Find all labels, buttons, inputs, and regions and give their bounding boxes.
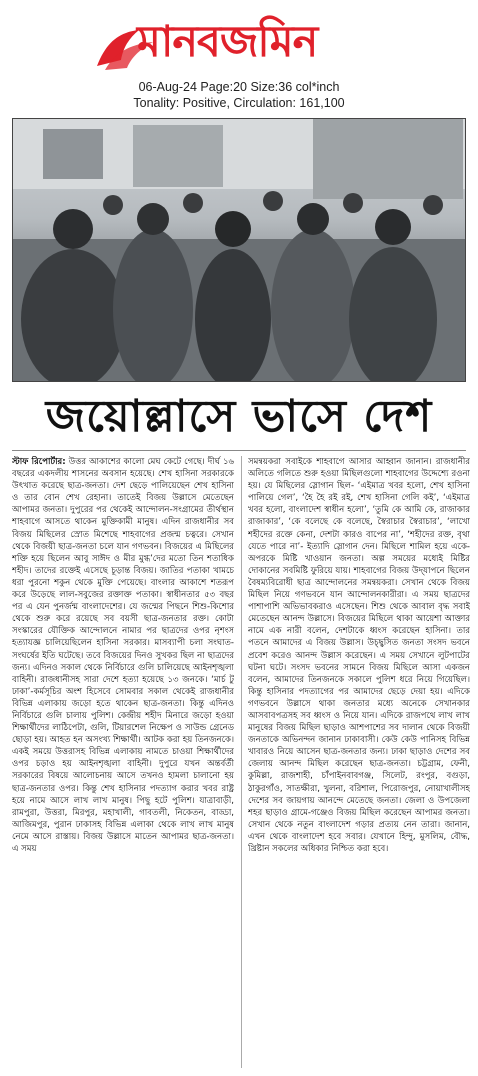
article-column-left	[12, 456, 234, 1068]
article-column-right	[248, 456, 470, 1068]
byline: স্টাফ রিপোর্টার:	[12, 457, 66, 467]
masthead	[0, 0, 478, 110]
article-headline: জয়োল্লাসে ভাসে দেশ	[45, 391, 433, 442]
news-photo	[12, 118, 466, 382]
column-left-text: উত্তর আকাশের কালো মেঘ কেটে গেছে। দীর্ঘ ১৬ বছরের একদলীয় শাসনের অবসান হয়েছে। শেখ হাসিনা সরকারকে উৎখাত করেছে ছাত্র-জনতা। দেশ ছেড়ে পালিয়েছেন শেখ হাসিনা ও তার বোন শেখ রেহানা। তাতেই বিজয় উল্লাসে মেতেছেন আপামর জনতা। দুপুরের পর থেকেই আন্দোলন-সংগ্রামের তীর্থস্থান শাহবাগে আসতে থাকেন মুক্তিকামী মানুষ। এদিন রাজধানীর সব বিজয় মিছিলের স্রোত মিশেছে শাহবাগের প্রজন্ম চত্বরে। সেখান থেকে বিজয়ী ছাত্র-জনতা চলে যান গণভবন। বিজয়ের এ মিছিলের শক্তি হয়ে ছিলেন আবু সাঈদ ও মীর মুগ্ধ’দের মতো তিন শতাধিক শহীদ। তাদের রক্তেই এসেছে চূড়ান্ত বিজয়। জাতির পতাকা খামচে ধরা পুরনো শকুন থেকে মুক্তি পেয়েছে। বাংলার আকাশে শতরূপ করে উড়েছে লাল-সবুজের রক্তাক্ত পতাকা। স্বাধীনতার ৫৩ বছর পর এ যেন পুনর্জন্ম বাংলাদেশের। যে জন্মের পিছনে শিশু-কিশোর থেকে শুরু করে রয়েছে সব বয়সী ছাত্র-জনতার রক্ত। কোটা সংস্কারের যৌক্তিক আন্দোলনে নামার পর ছাত্রদের ওপর নৃশংস হত্যাযজ্ঞ চালিয়েছিলেন হাসিনা সরকার। মাসব্যাপী চলা সংঘাত-সংঘর্ষের ইতি ঘটেছে। তবে বিজয়ের দিনও সুখকর ছিল না ছাত্রদের জন্য। এদিনও সকাল থেকে নির্বিচারে গুলি চালিয়েছে আইনশৃঙ্খলা বাহিনী। রাজধানীসহ সারা দেশে হত্যা হয়েছে ১৩ জনকে। ‘মার্চ টু ঢাকা’-কর্মসূচির অংশ হিসেবে সোমবার সকাল থেকেই রাজধানীর বিভিন্ন এলাকায় জড়ো হতে থাকেন ছাত্র-জনতা। কিন্তু এদিনও নির্বিচারে গুলি চালায় পুলিশ। কেন্দ্রীয় শহীদ মিনারে জড়ো হওয়া শিক্ষার্থীদের লাঠিপেটা, গুলি, টিয়ারশেল নিক্ষেপ ও সাউন্ড গ্রেনেড ছোড়া হয়। আহত হন অসংখ্য শিক্ষার্থী। আটক করা হয় তিনজনকে। একই সময়ে উত্তরাসহ বিভিন্ন এলাকায় নামতে চাওয়া শিক্ষার্থীদের ওপর চড়াও হয় আইনশৃঙ্খলা বাহিনী। দুপুরে যখন অন্তর্বর্তী সরকারের বিষয়ে আলোচনায় আসে তখনও হামলা চালানো হয় ছাত্র-জনতার ওপর। কিন্তু শেখ হাসিনার পদত্যাগ করার খবর রাষ্ট্র হয়ে নামে আসে লাখ লাখ মানুষ। পিছু হটে পুলিশ। যাত্রাবাড়ী, রামপুরা, উত্তরা, মিরপুর, মহাখালী, গাবতলী, নিকেতন, বাড্ডা, আজিমপুর, পুরান ঢাকাসহ বিভিন্ন এলাকা থেকে লাখ লাখ মানুষ নেমে আসে রাস্তায়। বিজয় উল্লাসে মাতেন আপামর ছাত্র-জনতা। এ সময়	[12, 457, 234, 854]
column-divider	[241, 456, 242, 1068]
clipping-info: 06-Aug-24 Page:20 Size:36 col*inch	[138, 80, 340, 94]
tonality-info: Tonality: Positive, Circulation: 161,100	[133, 96, 345, 110]
newspaper-logo	[95, 6, 395, 74]
logo-text: মানবজমিন	[137, 17, 318, 67]
column-right-text: সমন্বয়করা সবাইকে শাহবাগে আসার আহ্বান জানান। রাজধানীর অলিতে গলিতে শুরু হওয়া মিছিলগুলো শাহবাগের উদ্দেশ্যে রওনা হয়। যে মিছিলের স্লোগান ছিল- ‘এইমাত্র খবর হলো, শেখ হাসিনা পালিয়ে গেল’, ‘হৈ হৈ রই রই, শেখ হাসিনা গেলি কই’, ‘এইমাত্র খবর হলো, বাংলাদেশ স্বাধীন হলো’, ‘তুমি কে আমি কে, রাজাকার রাজাকার’, ‘কে বলেছে কে বলেছে, স্বৈরাচার স্বৈরাচার’, ‘লাখো শহীদের রক্তে কেনা, দেশটা কারও বাপের না’, ‘শহীদের রক্ত, বৃথা যেতে পারে না’- ইত্যাদি স্লোগান দেন। মিছিলে শামিল হয়ে একে-অপরকে মিষ্টি খাওয়ান জনতা। অল্প সময়ের মধ্যেই মিষ্টির দোকানের সবমিষ্টি ফুরিয়ে যায়। শাহবাগের বিজয় উদ্‌যাপনে ছিলেন বৈষম্যবিরোধী ছাত্র আন্দোলনের সমন্বয়করা। সেখান থেকে বিজয় মিছিল নিয়ে গণভবনে যান আন্দোলনকারীরা। এ সময় ছাত্রদের পাশাপাশি অভিভাবকরাও এসেছেন। শিশু থেকে আবাল বৃদ্ধ সবাই মেতেছেন আনন্দ উল্লাসে। বিজয়ের মিছিলে থাকা আয়েশা আক্তার নামে এক নারী বলেন, দেশটাকে ধ্বংস করেছেন হাসিনা। তার পতনে আমাদের এ বিজয় উল্লাস। উচ্ছ্বসিত জনতা সংসদ ভবনে প্রবেশ করেও আনন্দ উল্লাস করেছেন। এ সময় সেখানে লুটপাটের ঘটনা ঘটে। সংসদ ভবনের সামনে বিজয় মিছিলে আসা একজন বলেন, আমাদের তিনজনকে সকালে পুলিশ ধরে নিয়ে গিয়েছিল। কিন্তু হাসিনার পদত্যাগের পর আমাদের ছেড়ে দেয়া হয়। এদিকে গণভবনে উল্লাসে থাকা জনতার মধ্যে অনেকে সেখানকার আসবাবপত্রসহ সব ধ্বংস ও নিয়ে যান। এদিকে রাজপথে লাখ লাখ মানুষের বিজয় মিছিল ছাড়াও আশপাশের সব দালান থেকে বিজয়ী জনতাকে অভিনন্দন জানান ঢাকাবাসী। কেউ কেউ পানিসহ বিভিন্ন খাবারও নিয়ে আসেন ছাত্র-জনতার জন্য। ঢাকা ছাড়াও দেশের সব জেলায় আনন্দ মিছিল করেছেন ছাত্র-জনতা। চট্টগ্রাম, ফেনী, কুমিল্লা, রাজশাহী, চাঁপাইনবাবগঞ্জ, সিলেট, রংপুর, বগুড়া, ঠাকুরগাঁও, সাতক্ষীরা, খুলনা, বরিশাল, পিরোজপুর, নোয়াখালীসহ দেশের সব জায়গায় আনন্দে মেতেছে জনতা। জেলা ও উপজেলা শহর ছাড়াও গ্রামে-গঞ্জেও বিজয় মিছিল করেছেন আপামর জনতা। সেখান থেকে নতুন বাংলাদেশ গড়ার প্রত্যয় নেন তারা। জানান, এখন থেকে বাংলাদেশ হবে সবার। যেখানে হিন্দু, মুসলিম, বৌদ্ধ, খ্রিষ্টান সকলের অধিকার নিশ্চিত করা হবে।	[248, 457, 470, 854]
headline-divider	[12, 450, 466, 451]
crowd-photo-illustration	[13, 119, 466, 382]
